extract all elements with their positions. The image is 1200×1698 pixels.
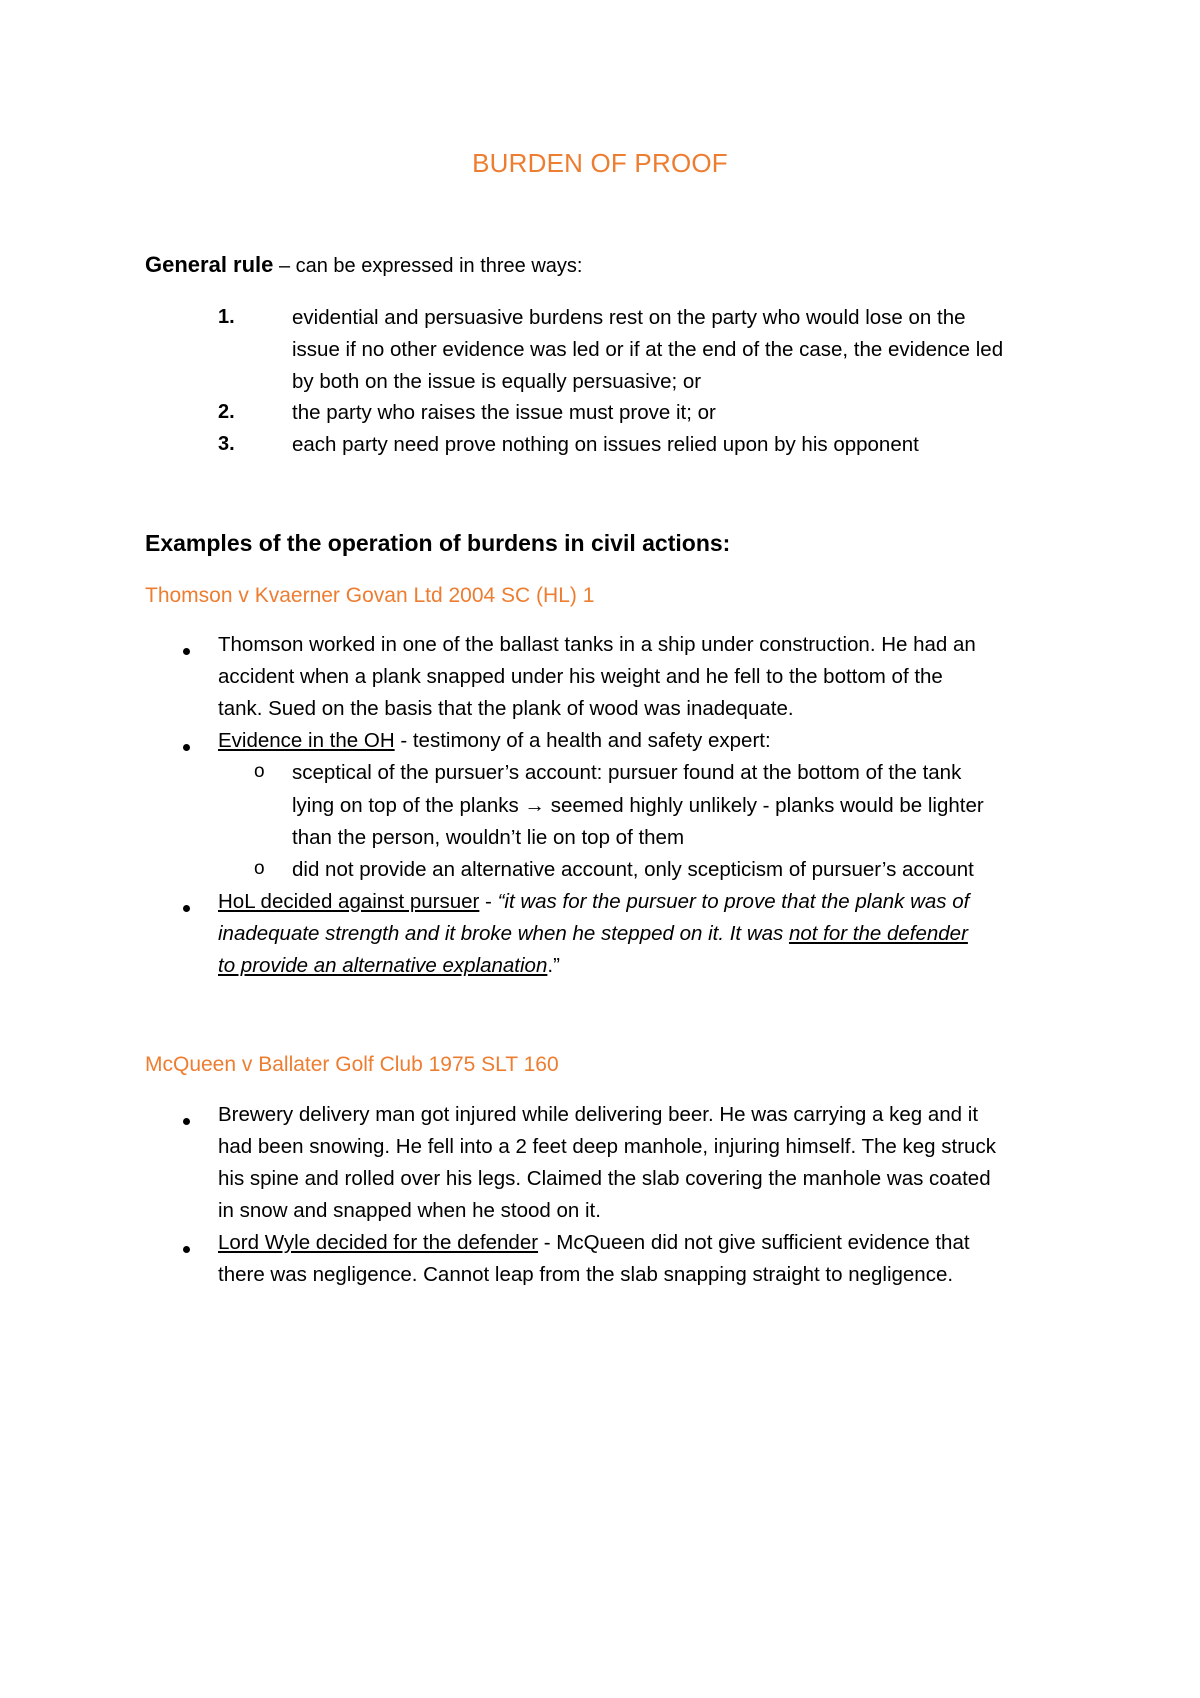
underlined-phrase: not for the defender bbox=[788, 922, 968, 945]
sub-bullet-icon: o bbox=[254, 761, 265, 782]
bullet-line: there was negligence. Cannot leap from the slab snapping straight to negligence. bbox=[218, 1263, 954, 1286]
list-item-line: the party who raises the issue must prove it; or bbox=[292, 401, 716, 424]
underlined-phrase: Evidence in the OH bbox=[218, 729, 395, 752]
list-item-line: evidential and persuasive burdens rest on the party who would lose on the bbox=[292, 306, 966, 329]
list-item-line: each party need prove nothing on issues relied upon by his opponent bbox=[292, 433, 919, 456]
sub-bullet-line: did not provide an alternative account, only scepticism of pursuer’s account bbox=[292, 858, 974, 881]
list-item-line: issue if no other evidence was led or if at the end of the case, the evidence led bbox=[292, 338, 1004, 361]
bullet-line: to provide an alternative explanation.” bbox=[218, 954, 560, 977]
bullet-line: in snow and snapped when he stood on it. bbox=[218, 1199, 601, 1222]
underlined-phrase: Lord Wyle decided for the defender bbox=[218, 1231, 539, 1254]
list-marker: 3. bbox=[218, 433, 235, 455]
bullet-line: HoL decided against pursuer - “it was for the pursuer to prove that the plank was of bbox=[218, 890, 970, 913]
list-marker: 2. bbox=[218, 401, 235, 423]
arrow-right-icon: → bbox=[524, 794, 545, 817]
bullet-icon bbox=[183, 905, 190, 912]
case-title: Thomson v Kvaerner Govan Ltd 2004 SC (HL) 1 bbox=[145, 584, 595, 607]
document-title: BURDEN OF PROOF bbox=[472, 148, 728, 178]
bullet-icon bbox=[183, 1246, 190, 1253]
list-item-line: by both on the issue is equally persuasive; or bbox=[292, 370, 702, 393]
general-rule-text: – can be expressed in three ways: bbox=[273, 255, 583, 277]
underlined-phrase: to provide an alternative explanation bbox=[218, 954, 548, 977]
bullet-icon bbox=[183, 744, 190, 751]
bullet-icon bbox=[183, 1118, 190, 1125]
general-rule-heading bbox=[145, 252, 582, 278]
sub-bullet-line: than the person, wouldn’t lie on top of them bbox=[292, 826, 685, 849]
examples-heading: Examples of the operation of burdens in civil actions: bbox=[145, 530, 731, 556]
bullet-line: Lord Wyle decided for the defender - McQueen did not give sufficient evidence that bbox=[218, 1231, 970, 1254]
bullet-line: Thomson worked in one of the ballast tanks in a ship under construction. He had an bbox=[218, 633, 976, 656]
bullet-line: his spine and rolled over his legs. Claimed the slab covering the manhole was coated bbox=[218, 1167, 991, 1190]
bullet-line: had been snowing. He fell into a 2 feet deep manhole, injuring himself. The keg struck bbox=[218, 1135, 996, 1158]
sub-bullet-icon: o bbox=[254, 858, 265, 879]
underlined-phrase: HoL decided against pursuer bbox=[218, 890, 480, 913]
sub-bullet-line: sceptical of the pursuer’s account: pursuer found at the bottom of the tank bbox=[292, 761, 962, 784]
bullet-icon bbox=[183, 648, 190, 655]
bullet-line: accident when a plank snapped under his weight and he fell to the bottom of the bbox=[218, 665, 943, 688]
bullet-line: Evidence in the OH - testimony of a health and safety expert: bbox=[218, 729, 771, 752]
bullet-line: Brewery delivery man got injured while delivering beer. He was carrying a keg and it bbox=[218, 1103, 979, 1126]
list-marker: 1. bbox=[218, 306, 235, 328]
bullet-line: tank. Sued on the basis that the plank of wood was inadequate. bbox=[218, 697, 794, 720]
general-rule-label: General rule bbox=[145, 252, 274, 277]
bullet-line: inadequate strength and it broke when he stepped on it. It was not for the defender bbox=[218, 922, 968, 945]
sub-bullet-line: lying on top of the planks → seemed highly unlikely - planks would be lighter bbox=[292, 794, 984, 817]
case-title: McQueen v Ballater Golf Club 1975 SLT 160 bbox=[145, 1053, 559, 1076]
